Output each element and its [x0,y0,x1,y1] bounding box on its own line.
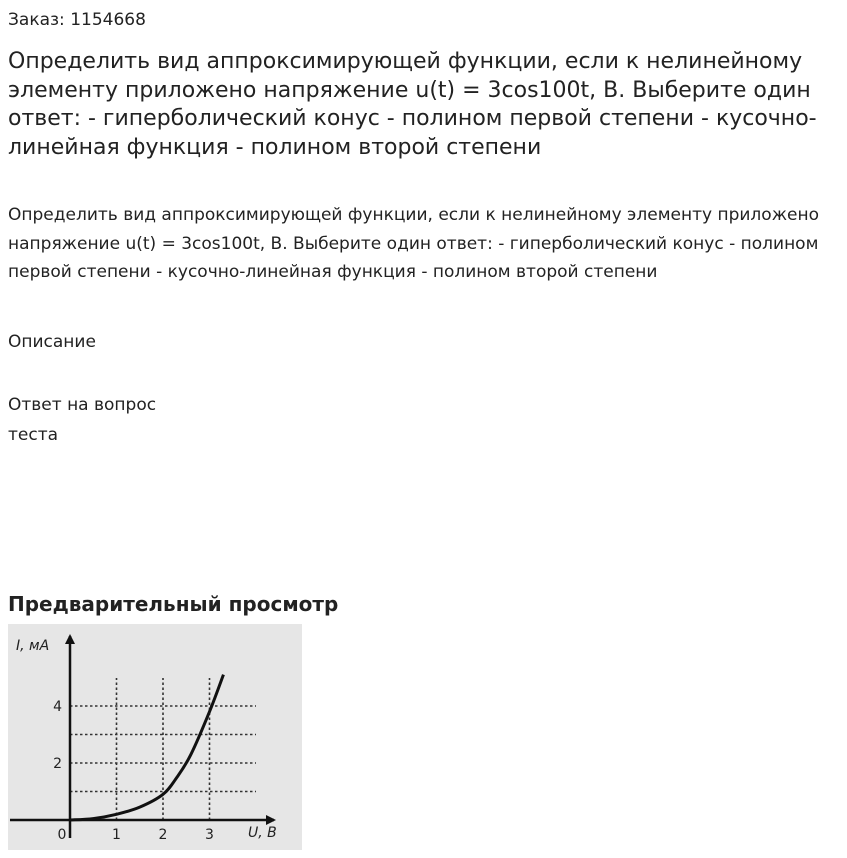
question-text: Определить вид аппроксимирующей функции, если к нелинейному элементу приложено напряжение u(t) = 3cos100t, В. Выберите один ответ: - гиперболический конус - полином первой степени - кусочно-линейная функция - полином второй степени [8,205,819,282]
preview-heading: Предварительный просмотр [8,592,339,616]
page-title: Определить вид аппроксимирующей функции, если к нелинейному элементу приложено напряжение u(t) = 3cos100t, В. Выберите один ответ: - гиперболический конус - полином первой степени - кусочно-линейная функция - полином второй степени [8,49,817,160]
x-tick-label: 1 [112,827,121,843]
x-tick-label: 0 [57,827,67,843]
series-curve [70,675,223,820]
description-label: Описание [8,332,96,352]
y-tick-label: 4 [53,699,62,715]
x-axis-label: U, B [248,825,277,841]
y-axis-label: I, мА [16,638,50,654]
order-label: Заказ: [8,10,65,30]
y-tick-label: 2 [53,756,62,772]
iv-characteristic-chart [8,624,302,850]
x-tick-label: 3 [205,827,214,843]
preview-image [8,624,302,850]
chart-grid [70,678,256,820]
x-tick-label: 2 [158,827,168,843]
tick-labels [53,699,214,843]
answer-text: Ответ на вопрос теста [8,395,157,445]
order-number: 1154668 [70,10,146,30]
order-line [8,9,146,31]
